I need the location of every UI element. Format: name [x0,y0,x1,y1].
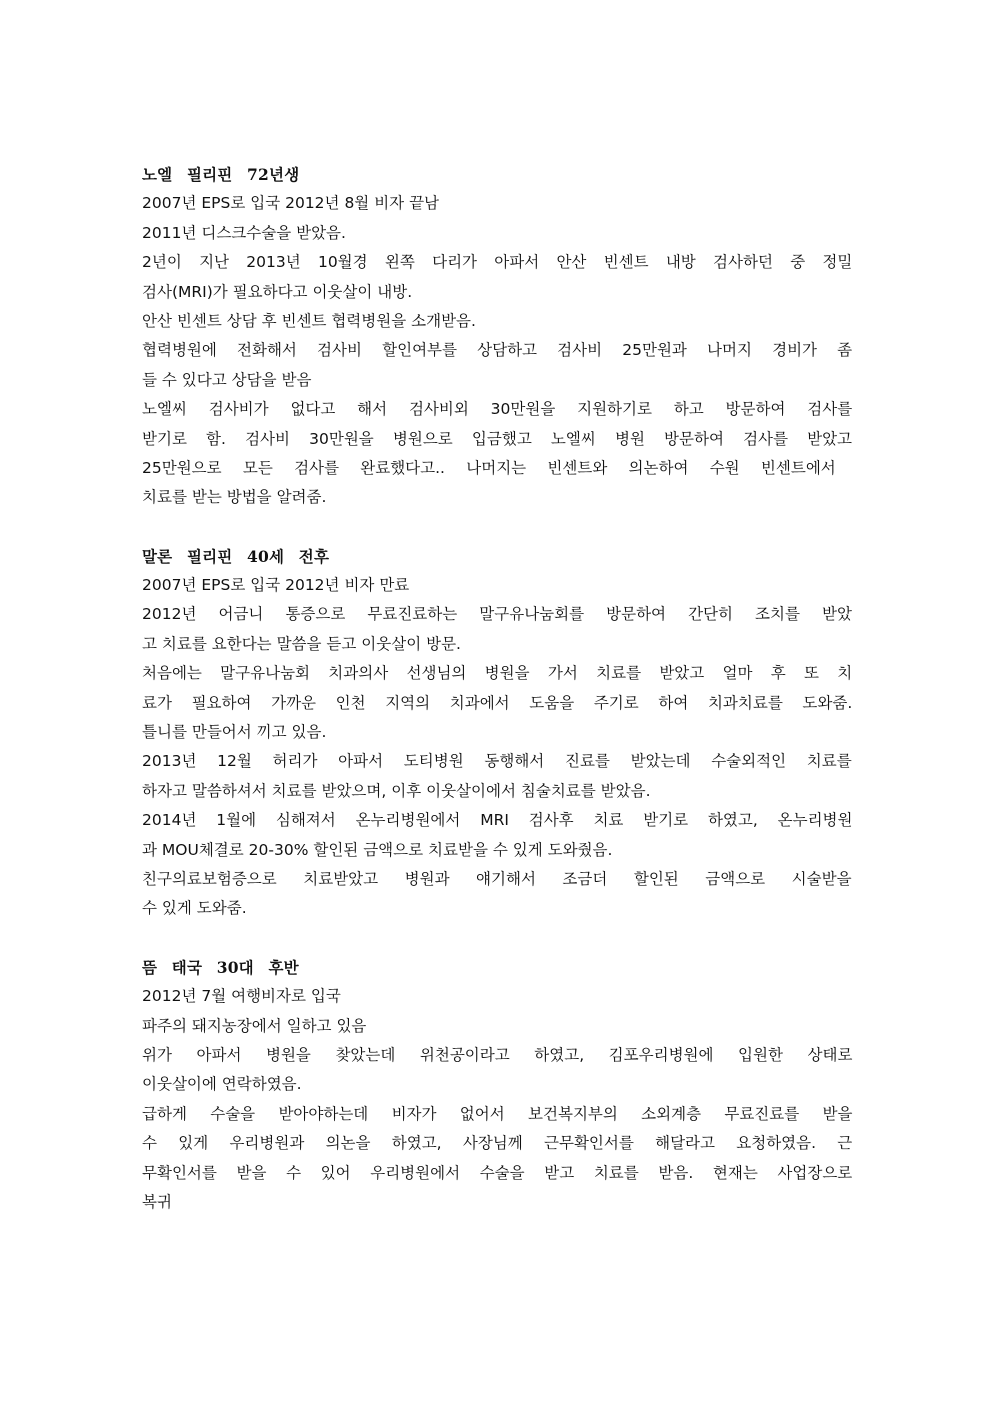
text-line: 2007년 EPS로 입국 2012년 8월 비자 끝남 [142,194,440,213]
text-line: 안산 빈센트 상담 후 빈센트 협력병원을 소개받음. [142,311,476,330]
case-heading: 말론 필리핀 40세 전후 [142,546,330,566]
text-line: 2012년 어금니 통증으로 무료진료하는 말구유나눔회를 방문하여 간단히 조치를 받았 [142,605,852,624]
text-line: 2011년 디스크수술을 받았음. [142,223,346,242]
text-line: 처음에는 말구유나눔회 치과의사 선생님의 병원을 가서 치료를 받았고 얼마 후 또 치 [142,664,853,683]
text-line: 과 MOU체결로 20-30% 할인된 금액으로 치료받을 수 있게 도와줬음. [142,840,613,859]
text-line: 무확인서를 받을 수 있어 우리병원에서 수술을 받고 치료를 받음. 현재는 사업장으로 [142,1163,853,1182]
text-line: 2014년 1월에 심해져서 온누리병원에서 MRI 검사후 치료 받기로 하였고, 온누리병원 [142,811,853,830]
text-line: 치료를 받는 방법을 알려줌. [142,488,327,507]
case-section-marlon [142,542,852,924]
document-page [142,160,852,1217]
text-line: 파주의 돼지농장에서 일하고 있음 [142,1016,367,1035]
text-line: 받기로 함. 검사비 30만원을 병원으로 입금했고 노엘씨 병원 방문하여 검사를 받았고 [142,429,853,448]
text-line: 친구의료보험증으로 치료받았고 병원과 얘기해서 조금더 할인된 금액으로 시술받을 [142,869,852,888]
text-line: 들 수 있다고 상담을 받음 [142,370,312,389]
text-line: 25만원으로 모든 검사를 완료했다고.. 나머지는 빈센트와 의논하여 수원 빈센트에서 [142,458,836,477]
text-line: 수 있게 우리병원과 의논을 하였고, 사장님께 근무확인서를 해달라고 요청하였음. 근 [142,1134,853,1153]
text-line: 하자고 말씀하셔서 치료를 받았으며, 이후 이웃살이에서 침술치료를 받았음. [142,781,651,800]
text-line: 위가 아파서 병원을 찾았는데 위천공이라고 하였고, 김포우리병원에 입원한 상태로 [142,1045,853,1064]
text-line: 이웃살이에 연락하였음. [142,1075,302,1094]
text-line: 2013년 12월 허리가 아파서 도티병원 동행해서 진료를 받았는데 수술외적인 치료를 [142,752,852,771]
case-heading: 뜸 태국 30대 후반 [142,957,299,977]
text-line: 틀니를 만들어서 끼고 있음. [142,723,327,742]
text-line: 노엘씨 검사비가 없다고 해서 검사비외 30만원을 지원하기로 하고 방문하여 검사를 [142,400,853,419]
text-line: 2012년 7월 여행비자로 입국 [142,987,341,1006]
text-line: 고 치료를 요한다는 말씀을 듣고 이웃살이 방문. [142,634,461,653]
case-heading: 노엘 필리핀 72년생 [142,165,300,184]
case-section-tum [142,953,852,1218]
text-line: 복귀 [142,1192,172,1211]
text-line: 검사(MRI)가 필요하다고 이웃살이 내방. [142,282,413,301]
text-line: 급하게 수술을 받아야하는데 비자가 없어서 보건복지부의 소외계층 무료진료를 받을 [142,1104,853,1123]
text-line: 2년이 지난 2013년 10월경 왼쪽 다리가 아파서 안산 빈센트 내방 검사하던 중 정밀 [142,253,853,272]
text-line: 수 있게 도와줌. [142,899,247,918]
text-line: 2007년 EPS로 입국 2012년 비자 만료 [142,576,410,595]
case-section-noel [142,160,852,513]
text-line: 협력병원에 전화해서 검사비 할인여부를 상담하고 검사비 25만원과 나머지 경비가 좀 [142,341,853,360]
text-line: 료가 필요하여 가까운 인천 지역의 치과에서 도움을 주기로 하여 치과치료를 도와줌. [142,693,853,712]
